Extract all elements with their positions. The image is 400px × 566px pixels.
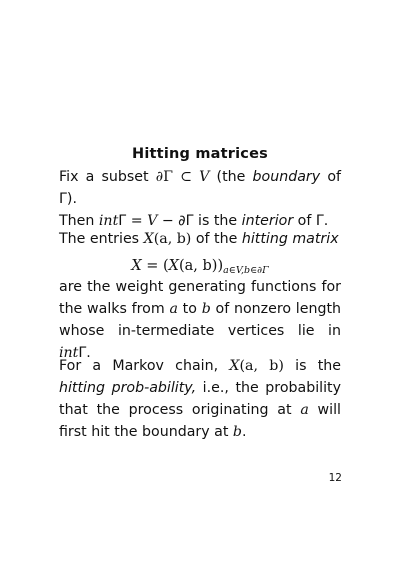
math: X [131, 258, 142, 274]
text: Fix a subset [59, 169, 156, 185]
text: Γ. [78, 345, 91, 361]
math: Γ = [118, 213, 148, 229]
math: b [201, 301, 211, 317]
math: (a, b) [239, 358, 284, 374]
text: of the [191, 231, 242, 247]
text: For a Markov chain, [59, 358, 230, 374]
emphasis-boundary: boundary [252, 169, 321, 185]
math: X [143, 231, 154, 247]
text: The entries [59, 231, 144, 247]
math: int [59, 345, 79, 361]
text: i.e., the probability that the process originating at [59, 380, 341, 418]
text: is the [193, 213, 242, 229]
paragraph-hitting-matrix-intro [59, 228, 341, 250]
math: ∂Γ ⊂ [155, 169, 200, 185]
display-equation [0, 258, 400, 276]
math: b [232, 424, 243, 440]
math: X [229, 358, 240, 374]
slide-title: Hitting matrices [132, 146, 268, 162]
emphasis-interior: interior [241, 213, 294, 229]
math: V [147, 213, 158, 229]
text: are the weight generating functions for the walks from [59, 279, 341, 317]
paragraph-boundary-definition [59, 166, 341, 232]
math: (a, b) [153, 231, 192, 247]
text: to [177, 301, 202, 317]
page-number: 12 [328, 472, 342, 484]
math: ) [217, 258, 224, 274]
math: (a, b) [179, 258, 218, 274]
text: (the [209, 169, 253, 185]
text: of Γ. [293, 213, 329, 229]
paragraph-weight-functions [59, 276, 341, 364]
math: X [168, 258, 179, 274]
text: is the [283, 358, 342, 374]
text: will first hit the boundary at [59, 402, 341, 440]
math: a [300, 402, 309, 418]
emphasis-hitting-probability: hitting prob-ability, [59, 380, 197, 396]
math-subscript: a∈V,b∈∂Γ [223, 265, 269, 276]
math: V [199, 169, 210, 185]
text: . [242, 424, 247, 440]
text: of Γ). [59, 169, 341, 207]
math: int [98, 213, 119, 229]
math: a [169, 301, 178, 317]
text: of nonzero length whose in-termediate vertices lie in [59, 301, 342, 339]
math: = ( [141, 258, 169, 274]
emphasis-hitting-matrix: hitting matrix [241, 231, 339, 247]
text: Then [59, 213, 99, 229]
paragraph-markov-chain [59, 355, 341, 443]
math: − ∂Γ [157, 213, 194, 229]
